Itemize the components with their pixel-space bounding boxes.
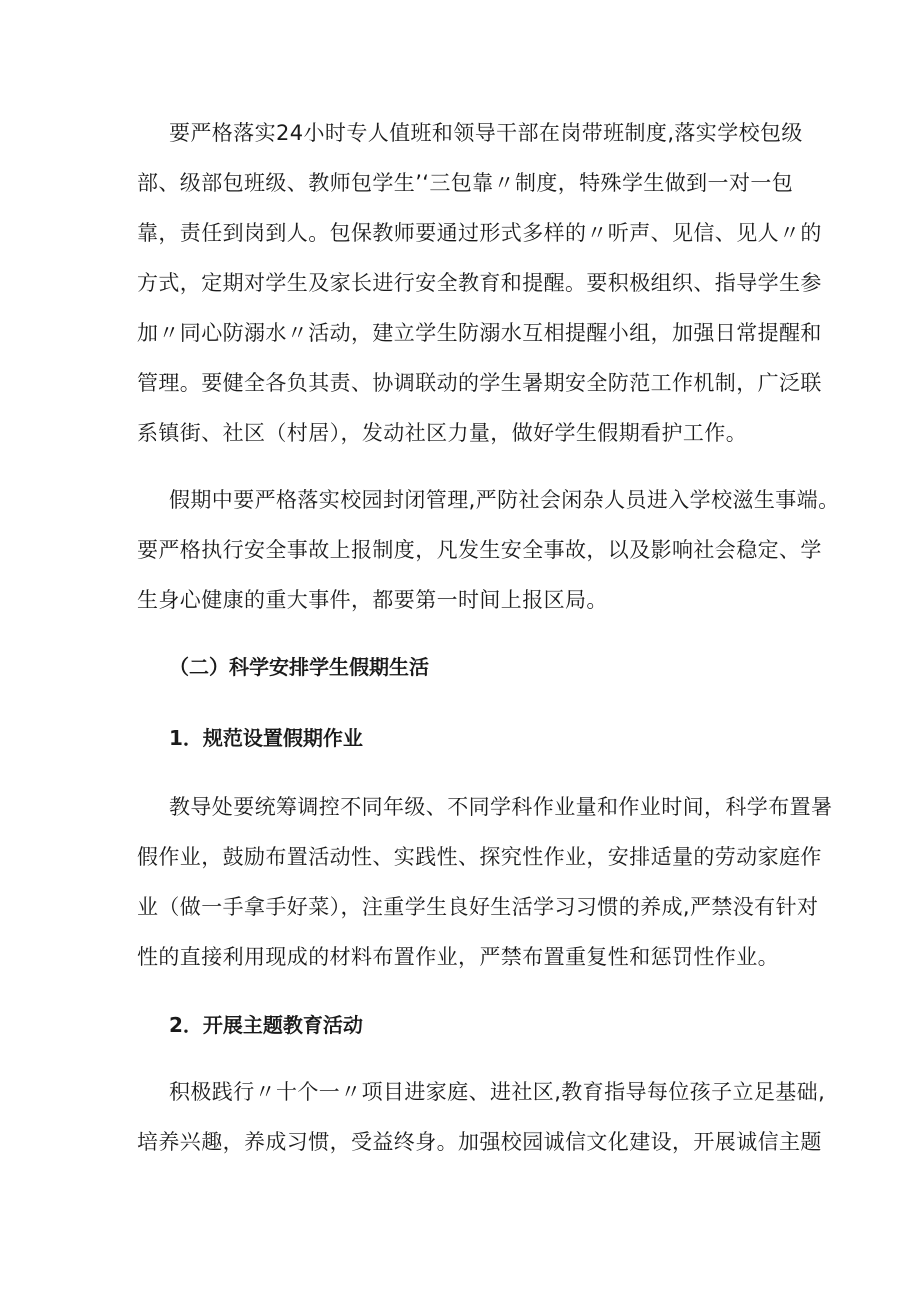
paragraph-3-line-4: 性的直接利用现成的材料布置作业，严禁布置重复性和惩罚性作业。 [137,945,779,969]
paragraph-1-line-5: 加〃同心防溺水〃活动，建立学生防溺水互相提醒小组，加强日常提醒和 [137,321,822,345]
paragraph-1-line-2: 部、级部包班级、教师包学生’‘三包靠〃制度，特殊学生做到一对一包 [137,171,794,195]
paragraph-2-line-3: 生身心健康的重大事件，都要第一时间上报区局。 [137,588,608,612]
paragraph-1-line-3: 靠，责任到岗到人。包保教师要通过形式多样的〃听声、见信、见人〃的 [137,221,822,245]
paragraph-3-line-2: 假作业，鼓励布置活动性、实践性、探究性作业，安排适量的劳动家庭作 [137,845,822,869]
paragraph-4-line-2: 培养兴趣，养成习惯，受益终身。加强校园诚信文化建设，开展诚信主题 [137,1130,822,1154]
paragraph-2-line-2: 要严格执行安全事故上报制度，凡发生安全事故，以及影响社会稳定、学 [137,538,822,562]
paragraph-3-line-1: 教导处要统筹调控不同年级、不同学科作业量和作业时间，科学布置暑 [169,795,833,819]
paragraph-1-line-6: 管理。要健全各负其责、协调联动的学生暑期安全防范工作机制，广泛联 [137,371,822,395]
section-heading: （二）科学安排学生假期生活 [169,655,429,679]
paragraph-4-line-1: 积极践行〃十个一〃项目进家庭、进社区,教育指导每位孩子立足基础, [169,1080,826,1104]
paragraph-1-line-7: 系镇街、社区（村居），发动社区力量，做好学生假期看护工作。 [137,421,748,445]
paragraph-2-line-1: 假期中要严格落实校园封闭管理,严防社会闲杂人员进入学校滋生事端。 [169,488,840,512]
paragraph-1-line-4: 方式，定期对学生及家长进行安全教育和提醒。要积极组织、指导学生参 [137,271,822,295]
item-1-heading: 1．规范设置假期作业 [169,726,363,750]
paragraph-1-line-1: 要严格落实24小时专人值班和领导干部在岗带班制度,落实学校包级 [169,121,803,145]
item-2-heading: 2．开展主题教育活动 [169,1013,363,1037]
paragraph-3-line-3: 业（做一手拿手好菜），注重学生良好生活学习习惯的养成,严禁没有针对 [137,895,819,919]
